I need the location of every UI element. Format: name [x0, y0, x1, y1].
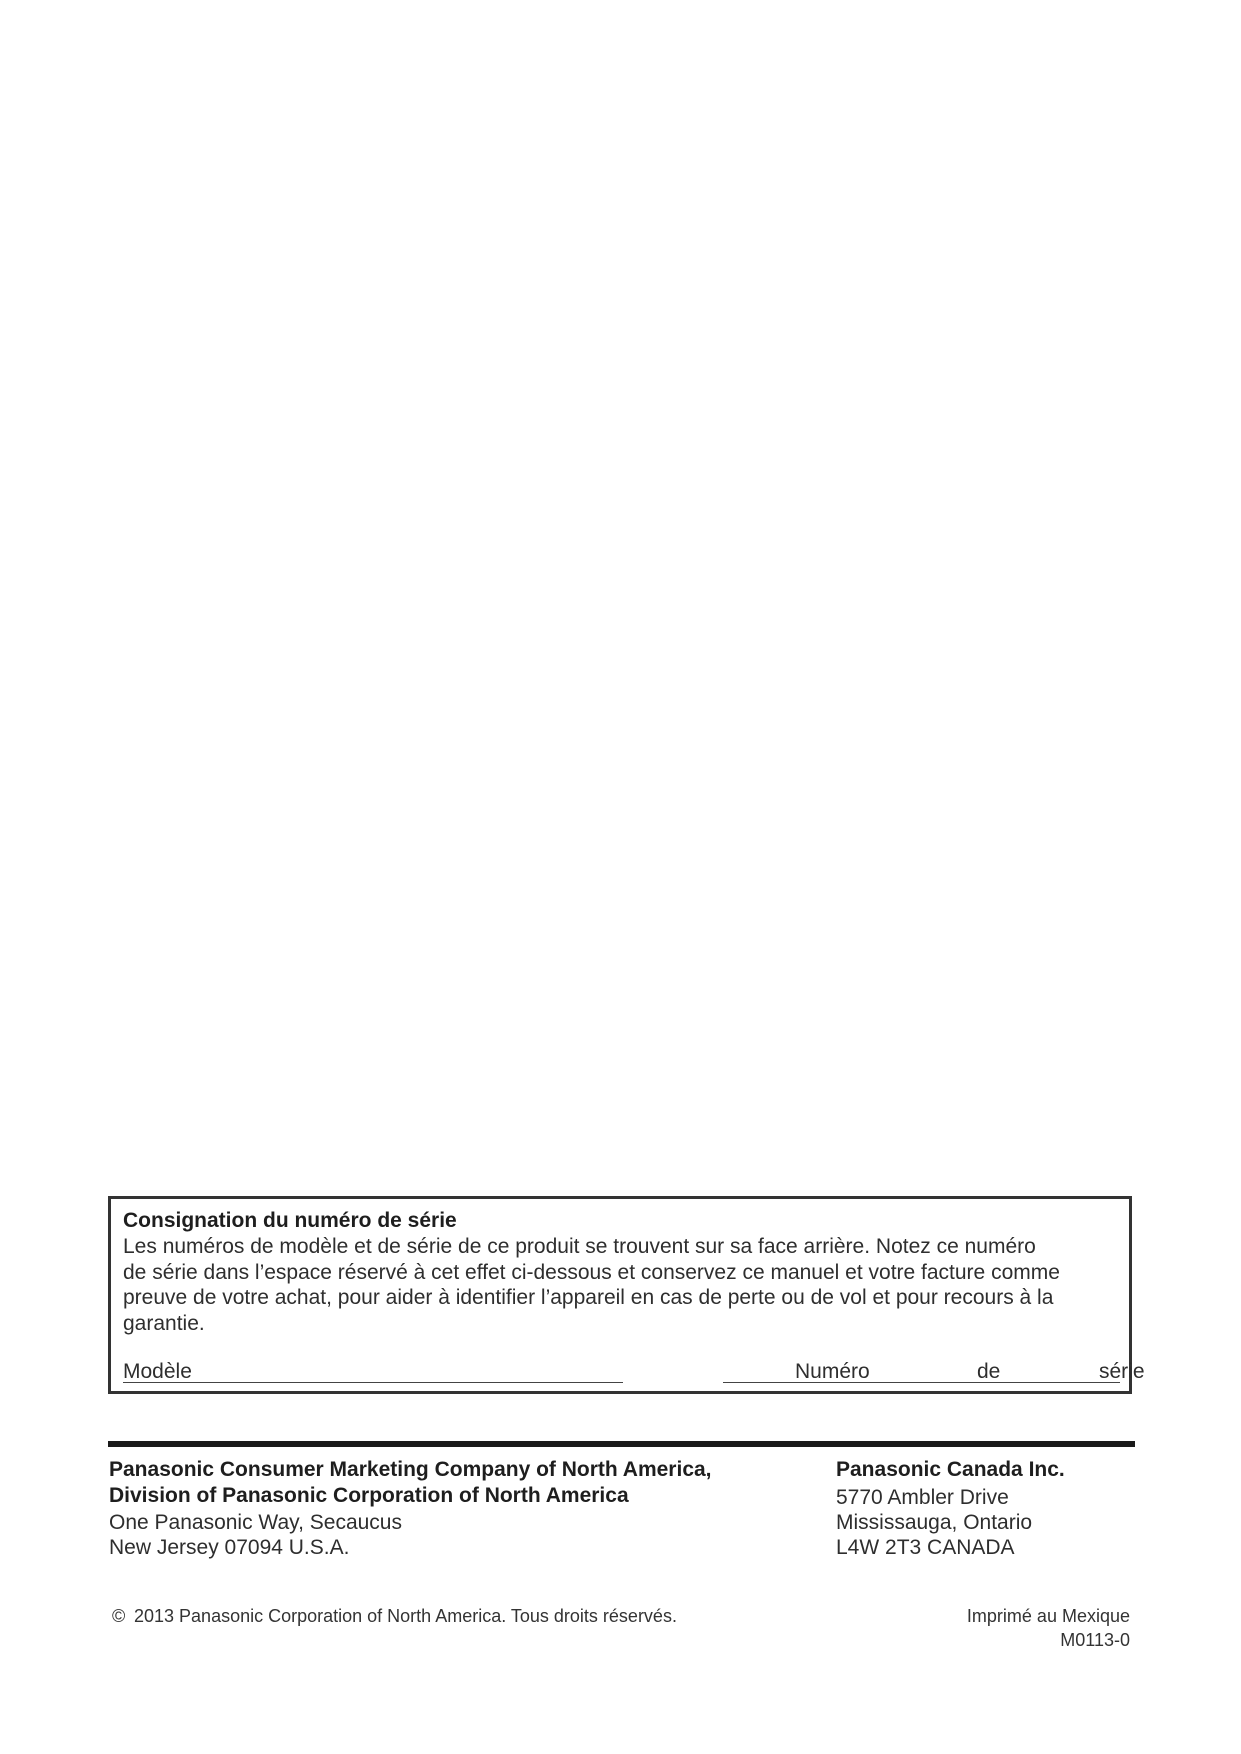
model-entry-line[interactable] — [123, 1382, 623, 1383]
section-divider — [108, 1441, 1135, 1447]
printed-in-notice: Imprimé au Mexique — [966, 1606, 1130, 1626]
canada-company-address-line2: Mississauga, Ontario — [836, 1511, 1033, 1534]
us-company-address-line2: New Jersey 07094 U.S.A. — [109, 1536, 350, 1559]
us-company-address-line1: One Panasonic Way, Secaucus — [109, 1511, 402, 1534]
document-code: M0113-0 — [1060, 1630, 1130, 1650]
model-label: Modèle — [123, 1360, 192, 1383]
instruction-line: preuve de votre achat, pour aider à identifier l’appareil en cas de perte ou de vol et pour recours à la — [123, 1286, 1054, 1309]
canada-company-name: Panasonic Canada Inc. — [836, 1458, 1065, 1481]
serial-label-word-3: série — [1099, 1360, 1145, 1383]
serial-record-instructions — [123, 1234, 1123, 1336]
instruction-line: garantie. — [123, 1311, 205, 1335]
instruction-line: de série dans l’espace réservé à cet effet ci-dessous et conservez ce manuel et votre facture comme — [123, 1260, 1060, 1284]
us-company-name-line2: Division of Panasonic Corporation of North America — [109, 1484, 629, 1507]
copyright-notice: 2013 Panasonic Corporation of North America. Tous droits réservés. — [134, 1606, 677, 1626]
serial-record-title: Consignation du numéro de série — [123, 1209, 457, 1232]
instruction-line: Les numéros de modèle et de série de ce produit se trouvent sur sa face arrière. Notez ce numéro — [123, 1235, 1036, 1258]
us-company-name-line1: Panasonic Consumer Marketing Company of North America, — [109, 1458, 712, 1481]
serial-record-box — [108, 1196, 1145, 1394]
canada-company-address-line3: L4W 2T3 CANADA — [836, 1536, 1015, 1559]
canada-company-address-line1: 5770 Ambler Drive — [836, 1486, 1009, 1509]
copyright-symbol: © — [112, 1606, 126, 1626]
serial-label-word-1: Numéro — [795, 1360, 870, 1383]
serial-entry-line[interactable] — [723, 1382, 1120, 1383]
serial-label-word-2: de — [977, 1360, 1001, 1383]
